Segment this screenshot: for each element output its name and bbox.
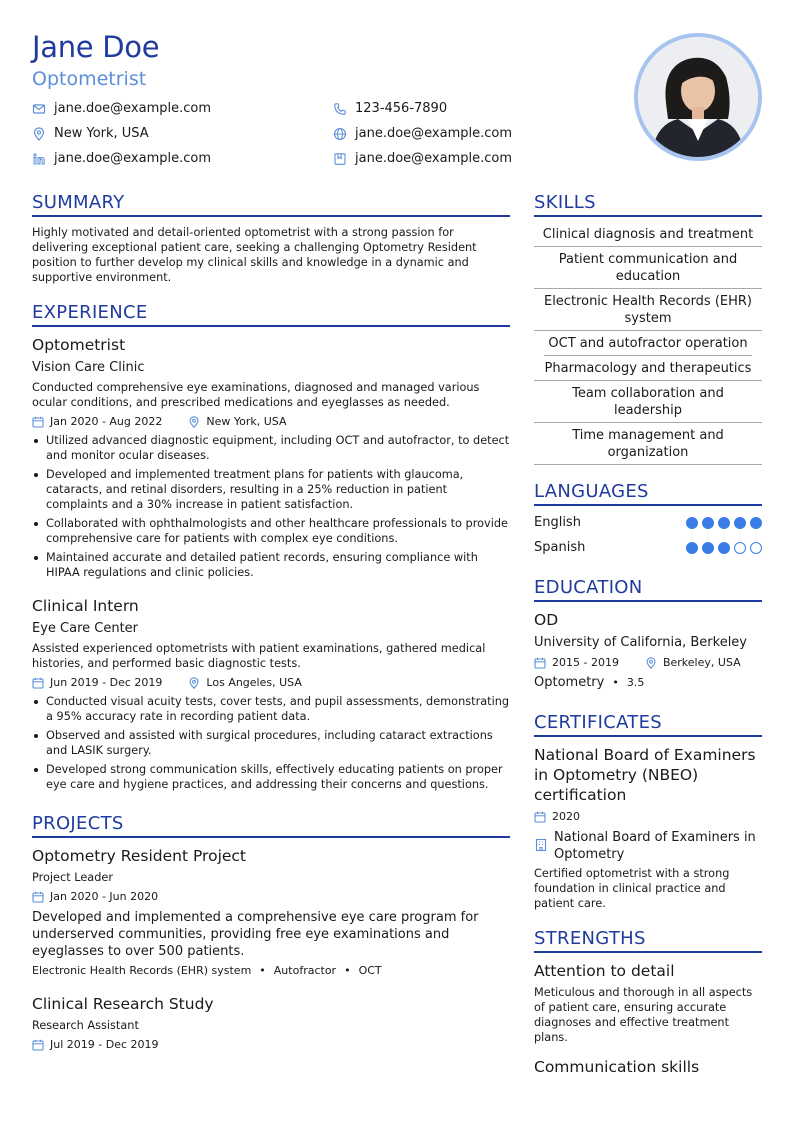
projects-heading: PROJECTS [32, 813, 510, 838]
location-pin-icon [645, 657, 657, 669]
education-field: Optometry [534, 675, 605, 690]
experience-dates: Jan 2020 - Aug 2022 [50, 415, 163, 428]
globe-icon [333, 127, 347, 141]
education-field-row [534, 675, 644, 690]
experience-dates: Jun 2019 - Dec 2019 [50, 676, 163, 689]
project-tools [32, 964, 382, 977]
list-item: Observed and assisted with surgical procedures, including cataract extractions and LASIK surgery. [32, 728, 510, 758]
envelope-icon [32, 102, 46, 116]
project-title: Optometry Resident Project [32, 847, 247, 865]
experience-org: Vision Care Clinic [32, 360, 145, 375]
location-pin-icon [32, 127, 46, 141]
level-dot-filled [750, 517, 762, 529]
list-item: Collaborated with ophthalmologists and other healthcare professionals to provide comprehensive care for patients with complex eye conditions. [32, 516, 510, 546]
candidate-title: Optometrist [32, 68, 147, 90]
experience-bullets [32, 433, 510, 584]
separator: • [612, 676, 619, 689]
skill-item: Team collaboration and leadership [534, 385, 762, 423]
skills-list [534, 226, 762, 469]
calendar-icon [32, 891, 44, 903]
experience-location: New York, USA [206, 415, 287, 428]
project-dates: Jul 2019 - Dec 2019 [50, 1038, 159, 1051]
language-level [682, 542, 762, 554]
level-dot-empty [734, 542, 746, 554]
list-item: Maintained accurate and detailed patient records, ensuring compliance with HIPAA regulations and clinic policies. [32, 550, 510, 580]
language-name: Spanish [534, 540, 586, 555]
experience-meta [32, 415, 287, 428]
certificate-description: Certified optometrist with a strong foundation in clinical practice and patient care. [534, 867, 730, 910]
level-dot-filled [686, 542, 698, 554]
summary-text: Highly motivated and detail-oriented optometrist with a strong passion for delivering exceptional patient care, seeking a challenging Optometry Resident position to further develop my clinical skills and knowledge in a dynamic and supportive environment. [32, 226, 477, 284]
list-item: Utilized advanced diagnostic equipment, including OCT and autofractor, to detect and monitor ocular diseases. [32, 433, 510, 463]
project-tool: Electronic Health Records (EHR) system [32, 964, 252, 977]
experience-meta [32, 676, 302, 689]
project-meta [32, 890, 158, 903]
location-pin-icon [188, 416, 200, 428]
language-row [534, 515, 762, 530]
contact-linkedin-text: jane.doe@example.com [54, 151, 212, 166]
experience-org: Eye Care Center [32, 621, 139, 636]
building-icon [534, 838, 548, 852]
certificate-issuer-row [534, 829, 762, 863]
skills-heading: SKILLS [534, 192, 762, 217]
project-tool: OCT [358, 964, 382, 977]
project-tool: Autofractor [273, 964, 337, 977]
certificate-year: 2020 [552, 810, 580, 823]
level-dot-filled [686, 517, 698, 529]
language-name: English [534, 515, 581, 530]
skill-item: Clinical diagnosis and treatment [534, 226, 762, 247]
level-dot-empty [750, 542, 762, 554]
skill-item: Time management and organization [534, 427, 762, 465]
level-dot-filled [734, 517, 746, 529]
education-location: Berkeley, USA [662, 656, 741, 669]
contact-linkedin[interactable] [32, 151, 211, 166]
education-school: University of California, Berkeley [534, 635, 747, 650]
certificate-year-row [534, 810, 580, 823]
project-meta [32, 1038, 159, 1051]
certificate-title: National Board of Examiners in Optometry (NBEO) certification [534, 746, 756, 804]
education-gpa: 3.5 [626, 676, 645, 689]
summary-heading: SUMMARY [32, 192, 510, 217]
languages-heading: LANGUAGES [534, 481, 762, 506]
separator: • [344, 964, 351, 977]
contact-location [32, 126, 149, 141]
contact-phone[interactable] [333, 101, 447, 116]
calendar-icon [534, 657, 546, 669]
skill-item: Patient communication and education [534, 251, 762, 289]
strength-description: Meticulous and thorough in all aspects of patient care, ensuring accurate diagnoses and effective treatment plans. [534, 986, 753, 1044]
language-level [682, 517, 762, 529]
strengths-heading: STRENGTHS [534, 928, 762, 953]
experience-bullets [32, 694, 510, 796]
contact-email[interactable] [32, 101, 211, 116]
contact-phone-text: 123-456-7890 [355, 101, 448, 116]
project-title: Clinical Research Study [32, 995, 214, 1013]
project-role: Research Assistant [32, 1019, 139, 1032]
contact-portfolio[interactable] [333, 151, 512, 166]
level-dot-filled [702, 542, 714, 554]
separator: • [259, 964, 266, 977]
list-item: Conducted visual acuity tests, cover tests, and pupil assessments, demonstrating a 95% accuracy rate in recording patient data. [32, 694, 510, 724]
project-role: Project Leader [32, 871, 113, 884]
profile-photo [634, 33, 762, 161]
strength-title: Attention to detail [534, 962, 675, 980]
list-item: Developed and implemented treatment plans for patients with glaucoma, cataracts, and retinal disorders, resulting in a 25% reduction in patient complaints and a 30% increase in patient satisfaction. [32, 467, 510, 512]
contact-website[interactable] [333, 126, 512, 141]
language-row [534, 540, 762, 555]
candidate-name: Jane Doe [32, 30, 160, 64]
bookmark-icon [333, 152, 347, 166]
level-dot-filled [718, 542, 730, 554]
skill-item: OCT and autofractor operation [544, 335, 752, 356]
experience-heading: EXPERIENCE [32, 302, 510, 327]
education-degree: OD [534, 611, 559, 629]
linkedin-icon [32, 152, 46, 166]
education-meta [534, 656, 741, 669]
certificates-heading: CERTIFICATES [534, 712, 762, 737]
calendar-icon [32, 416, 44, 428]
level-dot-filled [718, 517, 730, 529]
experience-description: Assisted experienced optometrists with patient examinations, gathered medical histories, and performed basic diagnostic tests. [32, 642, 486, 670]
certificate-issuer: National Board of Examiners in Optometry [554, 830, 756, 862]
level-dot-filled [702, 517, 714, 529]
project-dates: Jan 2020 - Jun 2020 [50, 890, 159, 903]
experience-description: Conducted comprehensive eye examinations, diagnosed and managed various ocular conditions, and prescribed medications and eyeglasses as needed. [32, 381, 480, 409]
contact-email-text: jane.doe@example.com [54, 101, 212, 116]
contact-portfolio-text: jane.doe@example.com [355, 151, 513, 166]
calendar-icon [32, 1039, 44, 1051]
calendar-icon [534, 811, 546, 823]
skill-item: Pharmacology and therapeutics [534, 360, 762, 381]
education-dates: 2015 - 2019 [552, 656, 619, 669]
location-pin-icon [188, 677, 200, 689]
education-heading: EDUCATION [534, 577, 762, 602]
contact-location-text: New York, USA [54, 126, 149, 141]
contact-website-text: jane.doe@example.com [355, 126, 513, 141]
project-description: Developed and implemented a comprehensive eye care program for underserved communities, providing free eye examinations and eyeglasses to over 500 patients. [32, 910, 479, 959]
strength-title: Communication skills [534, 1058, 700, 1076]
list-item: Developed strong communication skills, effectively educating patients on proper eye care and hygiene practices, and addressing their concerns and questions. [32, 762, 510, 792]
experience-role: Optometrist [32, 336, 126, 354]
experience-location: Los Angeles, USA [206, 676, 302, 689]
skill-item: Electronic Health Records (EHR) system [534, 293, 762, 331]
experience-role: Clinical Intern [32, 597, 139, 615]
calendar-icon [32, 677, 44, 689]
phone-icon [333, 102, 347, 116]
